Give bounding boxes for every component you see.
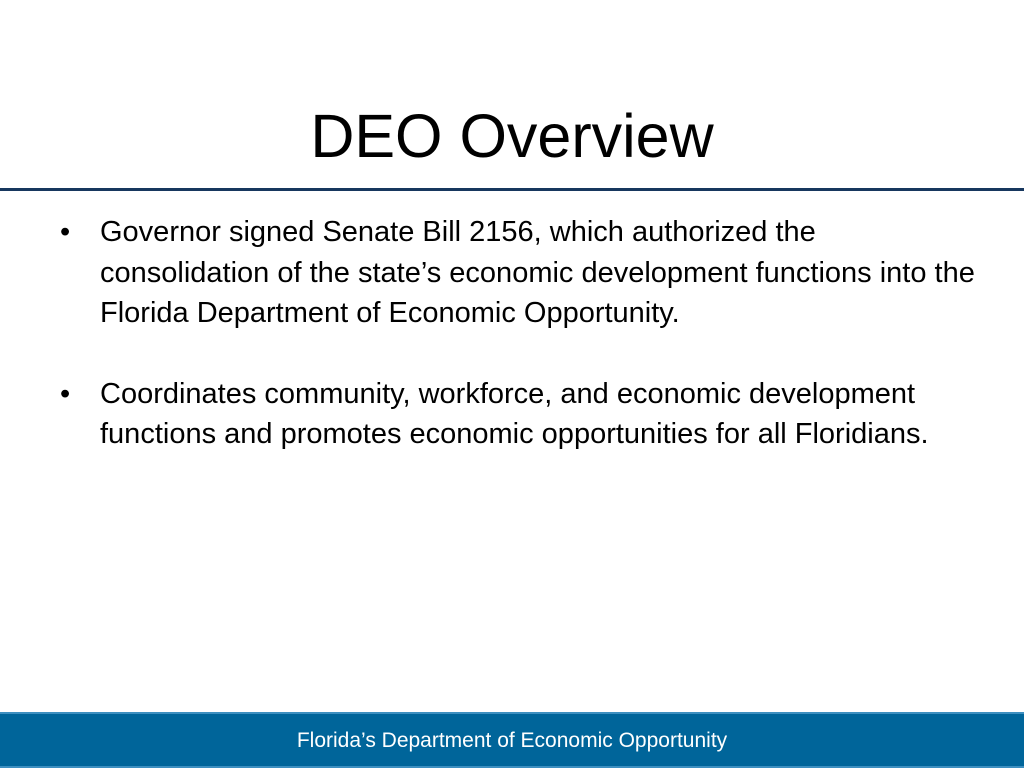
bullet-item xyxy=(56,212,976,334)
bullet-text: Coordinates community, workforce, and economic development functions and promotes economic opportunities for all Floridians. xyxy=(100,377,929,450)
slide-title: DEO Overview xyxy=(310,102,714,170)
bullet-list xyxy=(56,212,976,495)
bullet-icon: • xyxy=(60,216,71,248)
title-divider xyxy=(0,188,1024,191)
footer-text: Florida’s Department of Economic Opportunity xyxy=(296,729,728,752)
bullet-text: Governor signed Senate Bill 2156, which authorized the consolidation of the state’s economic development functions into the Florida Department of Economic Opportunity. xyxy=(100,216,975,329)
footer-bar xyxy=(0,712,1024,768)
bullet-item xyxy=(56,374,976,455)
bullet-icon: • xyxy=(60,377,71,410)
